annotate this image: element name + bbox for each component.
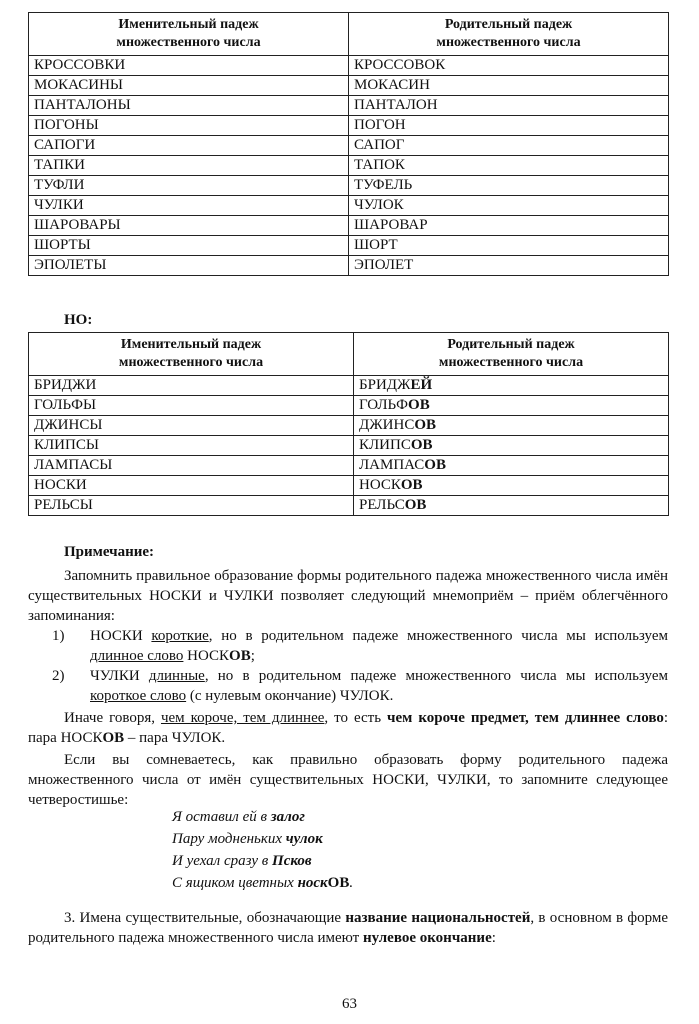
header-genitive — [354, 333, 669, 376]
header-line: множественного числа — [438, 355, 584, 370]
plural-nouns-table — [28, 12, 669, 276]
table-row — [29, 196, 669, 216]
underlined-text: длинное слово — [90, 648, 184, 664]
text-run: Пару модненьких — [172, 831, 286, 847]
nominative-cell: ПАНТАЛОНЫ — [29, 96, 349, 116]
summary-paragraph — [28, 708, 668, 748]
header-genitive — [349, 13, 669, 56]
table-row — [29, 476, 669, 496]
list-item — [52, 626, 668, 666]
genitive-cell — [354, 496, 669, 516]
underlined-text: длинные — [148, 668, 205, 684]
table-row — [29, 256, 669, 276]
bold-text: чулок — [285, 831, 323, 847]
bold-text: ОВ — [102, 730, 125, 746]
nominative-cell: САПОГИ — [29, 136, 349, 156]
header-line: Родительный падеж — [444, 17, 573, 32]
table-row — [29, 376, 669, 396]
word-ending: ОВ — [414, 417, 437, 433]
nominative-cell: НОСКИ — [29, 476, 354, 496]
text-run: ; — [250, 648, 255, 664]
nominative-cell: ДЖИНСЫ — [29, 416, 354, 436]
nominative-cell: ТУФЛИ — [29, 176, 349, 196]
table-row — [29, 76, 669, 96]
list-item-text — [90, 626, 668, 666]
text-run: . — [349, 875, 354, 891]
nominative-cell: БРИДЖИ — [29, 376, 354, 396]
table-row — [29, 96, 669, 116]
text-run: НОСК — [183, 648, 230, 664]
genitive-cell: ТУФЕЛЬ — [349, 176, 669, 196]
genitive-cell: ПАНТАЛОН — [349, 96, 669, 116]
genitive-cell: МОКАСИН — [349, 76, 669, 96]
table-row — [29, 136, 669, 156]
nominative-cell: ЧУЛКИ — [29, 196, 349, 216]
table-row — [29, 496, 669, 516]
but-label: НО: — [64, 312, 93, 328]
header-line: множественного числа — [118, 355, 264, 370]
genitive-cell: ЭПОЛЕТ — [349, 256, 669, 276]
text-run: Я оставил ей в — [172, 809, 271, 825]
note-heading: Примечание: — [64, 544, 155, 560]
poem-line — [172, 806, 353, 828]
doubt-paragraph: Если вы сомневаетесь, как правильно образовать форму родительного падежа множественного числа от имён существительных НОСКИ, ЧУЛКИ, то запомните следующее четверостишье: — [28, 752, 668, 808]
list-item — [52, 666, 668, 706]
poem-line — [172, 850, 353, 872]
underlined-text: короткие — [151, 628, 209, 644]
bold-text: название национальностей — [345, 910, 531, 926]
genitive-cell: ШАРОВАР — [349, 216, 669, 236]
nominative-cell: ШАРОВАРЫ — [29, 216, 349, 236]
bold-text: нулевое окончание — [362, 930, 492, 946]
nominative-cell: ГОЛЬФЫ — [29, 396, 354, 416]
table-row — [29, 436, 669, 456]
table-row — [29, 176, 669, 196]
nominative-cell: РЕЛЬСЫ — [29, 496, 354, 516]
nominative-cell: МОКАСИНЫ — [29, 76, 349, 96]
header-line: множественного числа — [436, 35, 581, 50]
table-row — [29, 396, 669, 416]
table-row — [29, 236, 669, 256]
table-header-row — [29, 13, 669, 56]
text-run: – пара ЧУЛОК. — [124, 730, 226, 746]
list-number: 1) — [52, 628, 65, 644]
header-line: Именительный падеж — [118, 17, 259, 32]
genitive-cell — [354, 376, 669, 396]
word-ending: ОВ — [404, 497, 427, 513]
word-ending: ОВ — [408, 397, 430, 413]
word-stem: ДЖИНС — [359, 417, 415, 433]
list-item-text — [90, 666, 668, 706]
word-ending: ОВ — [410, 437, 433, 453]
underlined-text: короткое слово — [90, 688, 187, 704]
header-nominative — [29, 333, 354, 376]
text-run: (с нулевым окончание) ЧУЛОК. — [186, 688, 394, 704]
word-stem: КЛИПС — [359, 437, 411, 453]
nominative-cell: ШОРТЫ — [29, 236, 349, 256]
text-run: И уехал сразу в — [172, 853, 273, 869]
header-line: Именительный падеж — [120, 337, 262, 352]
exceptions-table — [28, 332, 669, 516]
bold-text: Псков — [272, 853, 312, 869]
poem-line — [172, 872, 353, 894]
genitive-cell — [354, 476, 669, 496]
table-row — [29, 416, 669, 436]
text-run: ЧУЛКИ — [90, 668, 149, 684]
text-run: : — [491, 930, 496, 946]
genitive-cell — [354, 436, 669, 456]
table-row — [29, 56, 669, 76]
header-nominative — [29, 13, 349, 56]
bold-text: чем короче предмет, тем длиннее слово — [387, 710, 664, 726]
word-stem: БРИДЖ — [359, 377, 411, 393]
text-run: : пара НОСК — [28, 710, 669, 746]
genitive-cell: ШОРТ — [349, 236, 669, 256]
text-run: 3. Имена существительные, обозначающие — [64, 910, 346, 926]
word-stem: НОСК — [359, 477, 401, 493]
header-line: Родительный падеж — [447, 337, 575, 352]
genitive-cell: ЧУЛОК — [349, 196, 669, 216]
word-stem: РЕЛЬС — [359, 497, 405, 513]
bold-text: носк — [297, 875, 328, 891]
text-run: , но в родительном падеже множественного числа мы используем — [208, 628, 668, 644]
genitive-cell: КРОССОВОК — [349, 56, 669, 76]
bold-text: залог — [270, 809, 305, 825]
bold-text: ОВ — [327, 875, 350, 891]
bold-text: ОВ — [229, 648, 251, 664]
text-run: С ящиком цветных — [172, 875, 298, 891]
nominative-cell: КЛИПСЫ — [29, 436, 354, 456]
table-row — [29, 156, 669, 176]
text-run: Иначе говоря, — [64, 710, 161, 726]
nominative-cell: КРОССОВКИ — [29, 56, 349, 76]
poem-line — [172, 828, 353, 850]
word-stem: ЛАМПАС — [359, 457, 425, 473]
nominative-cell: ЛАМПАСЫ — [29, 456, 354, 476]
mnemonic-poem — [172, 806, 353, 894]
genitive-cell — [354, 396, 669, 416]
genitive-cell — [354, 416, 669, 436]
page-number: 63 — [342, 996, 357, 1012]
table-row — [29, 216, 669, 236]
table-row — [29, 116, 669, 136]
genitive-cell: САПОГ — [349, 136, 669, 156]
note-paragraph: Запомнить правильное образование формы родительного падежа множественного числа имён существительных НОСКИ и ЧУЛКИ позволяет следующий мнемоприём – приём облегчённого запоминания: — [28, 568, 668, 624]
header-line: множественного числа — [116, 35, 261, 50]
word-ending: ОВ — [424, 457, 446, 473]
nominative-cell: ТАПКИ — [29, 156, 349, 176]
list-number: 2) — [52, 668, 65, 684]
text-run: , то есть — [324, 710, 388, 726]
genitive-cell: ПОГОН — [349, 116, 669, 136]
genitive-cell: ТАПОК — [349, 156, 669, 176]
nominative-cell: ЭПОЛЕТЫ — [29, 256, 349, 276]
underlined-text: чем короче, тем длиннее — [160, 710, 325, 726]
text-run: , в основном в форме родительного падежа множественного числа имеют — [28, 910, 669, 946]
table-row — [29, 456, 669, 476]
nationalities-paragraph — [28, 908, 668, 948]
genitive-cell — [354, 456, 669, 476]
word-stem: ГОЛЬФ — [359, 397, 409, 413]
text-run: НОСКИ — [90, 628, 152, 644]
word-ending: ЕЙ — [410, 377, 433, 393]
word-ending: ОВ — [400, 477, 423, 493]
nominative-cell: ПОГОНЫ — [29, 116, 349, 136]
table-header-row — [29, 333, 669, 376]
text-run: , но в родительном падеже множественного числа мы используем — [204, 668, 668, 684]
